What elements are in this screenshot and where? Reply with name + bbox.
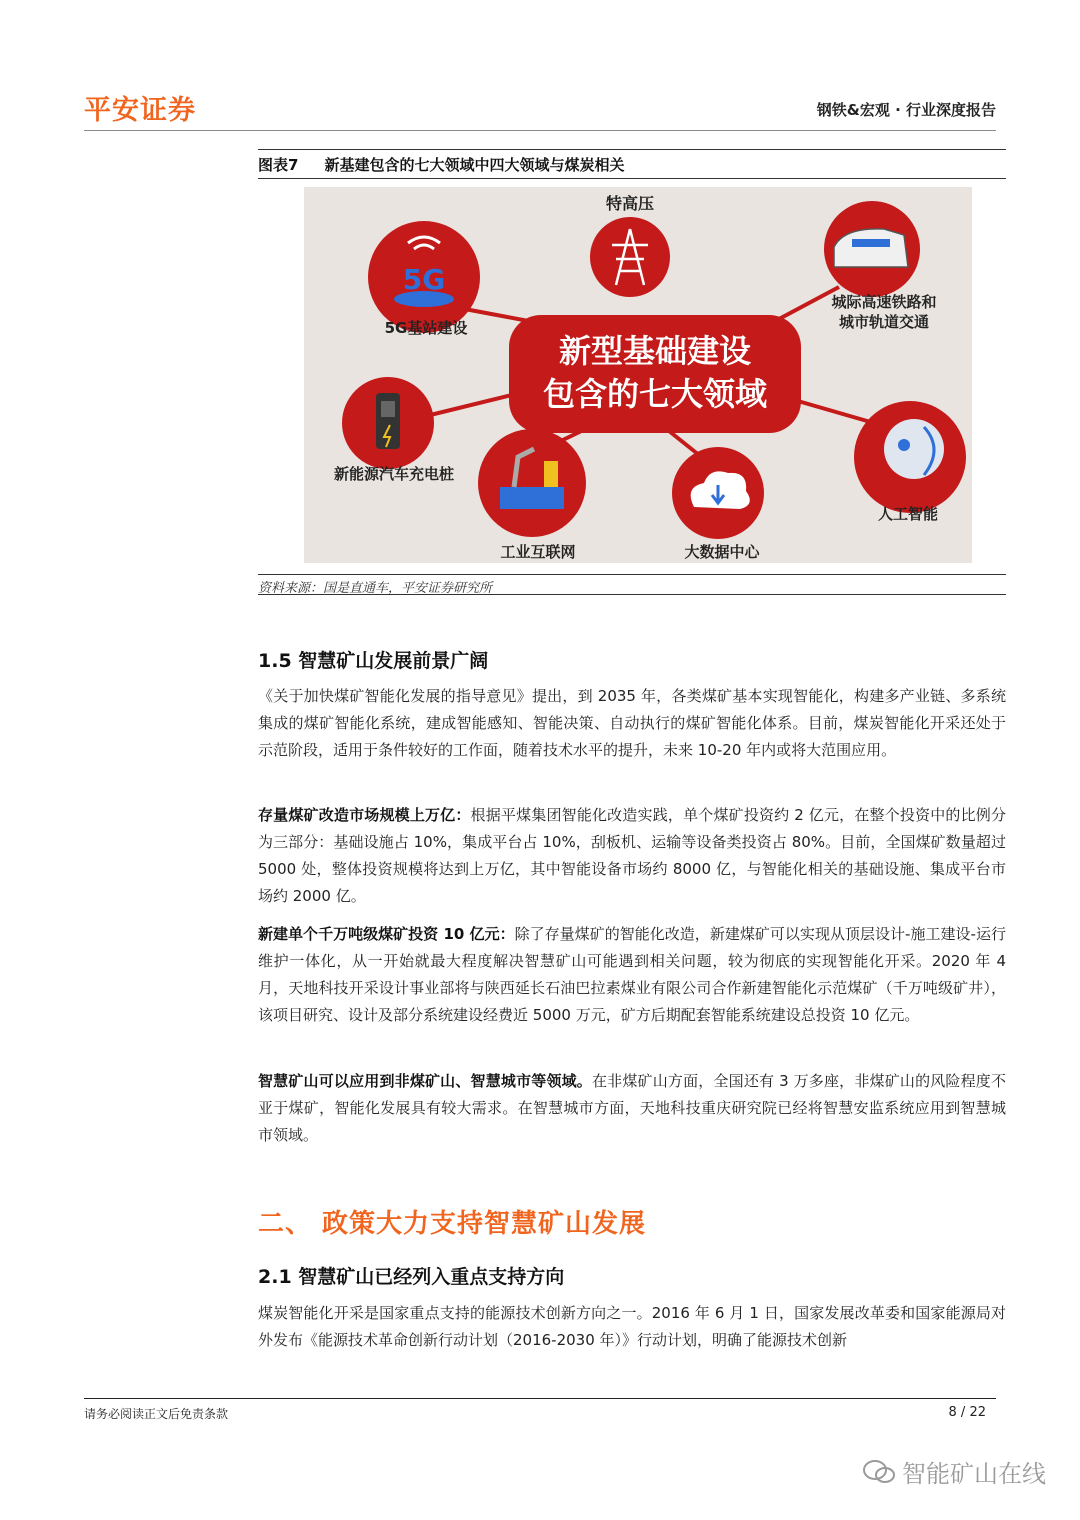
paragraph-4-wrap (258, 1068, 1006, 1149)
paragraph-1: 《关于加快煤矿智能化发展的指导意见》提出，到 2035 年，各类煤矿基本实现智能化，构建多产业链、多系统集成的煤矿智能化系统，建成智能感知、智能决策、自动执行的煤矿智能化体系。目前，煤炭智能化开采还处于示范阶段，适用于条件较好的工作面，随着技术水平的提升，未来 10-20 年内或将大范围应用。 (258, 687, 1006, 759)
uhv-label: 特高压 (605, 194, 655, 213)
paragraph-3-lead: 新建单个千万吨级煤矿投资 10 亿元： (258, 925, 515, 943)
figure-bottom-rule (258, 574, 1006, 575)
paragraph-2-lead: 存量煤矿改造市场规模上万亿： (258, 806, 471, 824)
paragraph-2 (258, 802, 1006, 910)
section-1-5-body (258, 683, 1006, 764)
figure-number: 图表7 (258, 156, 299, 174)
charging-pile-icon (376, 393, 400, 449)
chapter-2-heading: 二、 政策大力支持智慧矿山发展 (258, 1209, 647, 1239)
figure-top-rule (258, 149, 1006, 150)
rail-label-line2: 城市轨道交通 (838, 313, 930, 331)
paragraph-3-wrap (258, 921, 1006, 1029)
footer-disclaimer: 请务必阅读正文后免责条款 (84, 1407, 229, 1421)
watermark (862, 1454, 1046, 1489)
bigdata-label: 大数据中心 (684, 543, 760, 561)
figure-source-rule (258, 594, 1006, 595)
header-divider (84, 130, 996, 131)
company-logo: 平安证券 (84, 95, 196, 126)
industrial-label: 工业互联网 (500, 543, 576, 561)
section-1-5 (258, 646, 1006, 673)
report-type: 钢铁&宏观 · 行业深度报告 (816, 101, 996, 119)
figure-caption (258, 154, 624, 175)
figure-caption-rule (258, 178, 1006, 179)
watermark-text: 智能矿山在线 (902, 1460, 1046, 1488)
5g-badge: 5G (402, 263, 446, 296)
paragraph-4 (258, 1068, 1006, 1149)
paragraph-3 (258, 921, 1006, 1029)
ai-label: 人工智能 (877, 505, 939, 523)
section-2-1-paragraph: 煤炭智能化开采是国家重点支持的能源技术创新方向之一。2016 年 6 月 1 日，国家发展改革委和国家能源局对外发布《能源技术革命创新行动计划（2016-2030 年）》行动计划，明确了能源技术创新 (258, 1304, 1006, 1349)
paragraph-2-wrap (258, 802, 1006, 910)
5g-label: 5G基站建设 (384, 319, 468, 337)
section-1-5-heading: 1.5 智慧矿山发展前景广阔 (258, 650, 489, 672)
center-title-line2: 包含的七大领域 (542, 375, 768, 413)
footer-divider (84, 1398, 996, 1399)
page-number: 8 / 22 (948, 1405, 986, 1420)
robot-head-icon (884, 419, 944, 479)
center-title-line1: 新型基础建设 (558, 332, 752, 370)
figure-source: 资料来源：国是直通车，平安证券研究所 (258, 581, 493, 596)
figure-title: 新基建包含的七大领域中四大领域与煤炭相关 (324, 156, 625, 174)
wechat-icon (862, 1458, 896, 1486)
paragraph-3-text: 除了存量煤矿的智能化改造，新建煤矿可以实现从顶层设计-施工建设-运行维护一体化，从一开始就最大程度解决智慧矿山可能遇到相关问题，较为彻底的实现智能化开采。2020 年 4 月，天地科技开采设计事业部将与陕西延长石油巴拉素煤业有限公司合作新建智能化示范煤矿（千万吨级矿井），该项目研究、设计及部分系统建设经费近 5000 万元，矿方后期配套智能系统建设总投资 10 亿元。 (258, 925, 1006, 1024)
rail-label-line1: 城际高速铁路和 (831, 293, 937, 311)
industrial-circle (478, 429, 586, 537)
section-2-1-heading: 2.1 智慧矿山已经列入重点支持方向 (258, 1266, 565, 1288)
section-2-1-body (258, 1300, 1006, 1354)
ev-label: 新能源汽车充电桩 (333, 465, 455, 483)
paragraph-4-lead: 智慧矿山可以应用到非煤矿山、智慧城市等领域。 (258, 1072, 592, 1090)
paragraph-4-text: 在非煤矿山方面，全国还有 3 万多座，非煤矿山的风险程度不亚于煤矿，智能化发展具有较大需求。在智慧城市方面，天地科技重庆研究院已经将智慧安监系统应用到智慧城市领域。 (258, 1072, 1006, 1144)
infographic (304, 187, 972, 563)
paragraph-2-text: 根据平煤集团智能化改造实践，单个煤矿投资约 2 亿元，在整个投资中的比例分为三部分：基础设施占 10%，集成平台占 10%，刮板机、运输等设备类投资占 80%。目前，全国煤矿数量超过 5000 处，整体投资规模将达到上万亿，其中智能设备市场约 8000 亿，与智能化相关的基础设施、集成平台市场约 2000 亿。 (258, 806, 1006, 905)
section-2-1 (258, 1262, 1006, 1289)
